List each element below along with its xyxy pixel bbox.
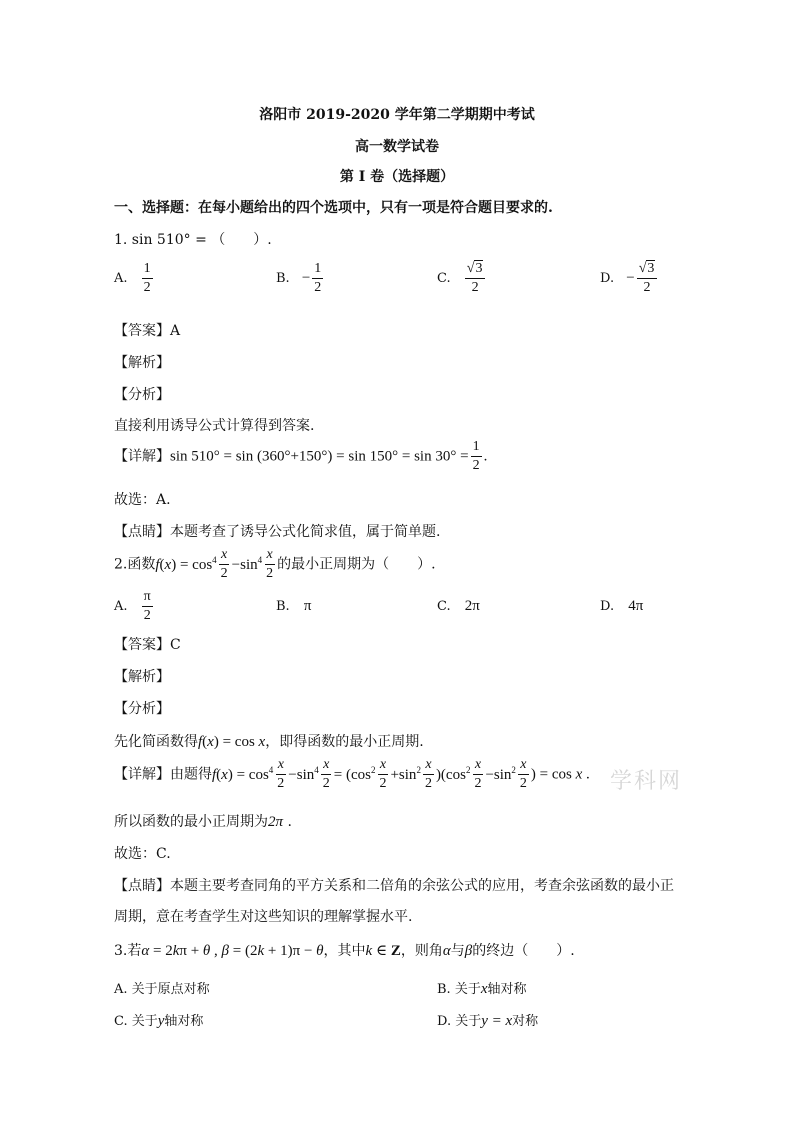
option-label: D. [600, 599, 615, 614]
option-label: C. [437, 271, 451, 286]
q1-stem: 1. sin 510° = （ ）. [114, 232, 272, 248]
q2-option-d: D. 4π [600, 598, 644, 614]
section-heading: 一、选择题：在每小题给出的四个选项中，只有一项是符合题目要求的. [114, 200, 553, 216]
fraction: $\frac{\pi}{2}$ [143, 589, 151, 623]
fraction: $\frac{1}{2}$ [143, 261, 151, 295]
q1-choose: 故选：A. [114, 492, 171, 508]
q3-option-c: C. 关于y轴对称 [114, 1013, 204, 1029]
q1-option-a [114, 262, 155, 295]
q1-option-c [437, 262, 487, 295]
option-label: A. [114, 599, 128, 614]
q1-comment: 【点睛】本题考查了诱导公式化简求值，属于简单题. [114, 524, 441, 540]
fraction: $\frac{x}{2}$ [220, 547, 228, 581]
watermark: 学科网 [610, 769, 683, 794]
q2-option-a [114, 590, 155, 623]
q2-period: 所以函数的最小正周期为2π . [114, 814, 292, 830]
option-label: B. [276, 599, 290, 614]
fraction: $\frac{1}{2}$ [472, 439, 480, 473]
q3-stem: 3.若α = 2kπ + θ , β = (2k + 1)π − θ，其中k ∈ Z，则角α与β的终边（ ）. [114, 943, 575, 959]
q1-analysis: 直接利用诱导公式计算得到答案. [114, 418, 315, 434]
option-label: D. [600, 271, 615, 286]
fraction: $\frac{x}{2}$ [519, 757, 527, 791]
q2-answer: 【答案】C [114, 637, 181, 653]
fraction: $\frac{1}{2}$ [314, 261, 322, 295]
fraction: $\frac{x}{2}$ [379, 757, 387, 791]
option-label: C. [437, 599, 451, 614]
exam-subtitle: 高一数学试卷 [355, 139, 439, 155]
option-label: B. [276, 271, 290, 286]
fraction: $\frac{√3}{2}$ [637, 262, 658, 295]
fraction: $\frac{x}{2}$ [322, 757, 330, 791]
option-label: A. [114, 271, 128, 286]
q3-option-b: B. 关于x轴对称 [437, 981, 527, 997]
q2-fenxi: 【分析】 [114, 701, 170, 717]
exam-title: 洛阳市 2019-2020 学年第二学期期中考试 [259, 107, 535, 123]
q2-jiexi: 【解析】 [114, 669, 170, 685]
q1-option-d: D. − $\frac{√3}{2}$ [600, 262, 659, 295]
volume-title: 第 I 卷（选择题） [339, 169, 455, 185]
q2-detail: 【详解】由题得$f(x) = \cos^4$ $\frac{x}{2}$ $-\sin^4$ $\frac{x}{2}$ = ($\cos^2$ $\frac{x}{2}$ $+\sin^2$ $\frac{x}{2}$ )($\cos^2$ $\frac{x}{2}$ $-\sin^2$ $\frac{x}{2}$ ) = cos x . [114, 757, 590, 791]
q1-answer: 【答案】A [114, 323, 181, 339]
q2-stem: 2.函数$f(x) = \cos^4$ $\frac{x}{2}$ $-\sin^4$ $\frac{x}{2}$ 的最小正周期为（ ）. [114, 547, 436, 581]
q1-detail: 【详解】sin 510° = sin (360°+150°) = sin 150° = sin 30° = $\frac{1}{2}$ . [114, 439, 488, 473]
q3-option-a: A. 关于原点对称 [114, 982, 210, 997]
fraction: $\frac{x}{2}$ [474, 757, 482, 791]
q2-analysis: 先化简函数得f(x) = cos x，即得函数的最小正周期. [114, 734, 424, 750]
fraction: $\frac{x}{2}$ [424, 757, 432, 791]
q2-option-b: B. π [276, 598, 312, 614]
q1-option-b: B. − $\frac{1}{2}$ [276, 261, 322, 295]
q1-jiexi: 【解析】 [114, 355, 170, 371]
q2-comment-line1: 【点睛】本题主要考查同角的平方关系和二倍角的余弦公式的应用，考查余弦函数的最小正 [114, 878, 674, 894]
q1-fenxi: 【分析】 [114, 387, 170, 403]
fraction: $\frac{x}{2}$ [277, 757, 285, 791]
q2-option-c: C. 2π [437, 598, 480, 614]
q2-comment-line2: 周期，意在考查学生对这些知识的理解掌握水平. [114, 909, 413, 925]
fraction: $\frac{√3}{2}$ [465, 262, 486, 295]
q3-option-d: D. 关于y = x对称 [437, 1013, 539, 1029]
q2-choose: 故选：C. [114, 846, 171, 862]
fraction: $\frac{x}{2}$ [266, 547, 274, 581]
